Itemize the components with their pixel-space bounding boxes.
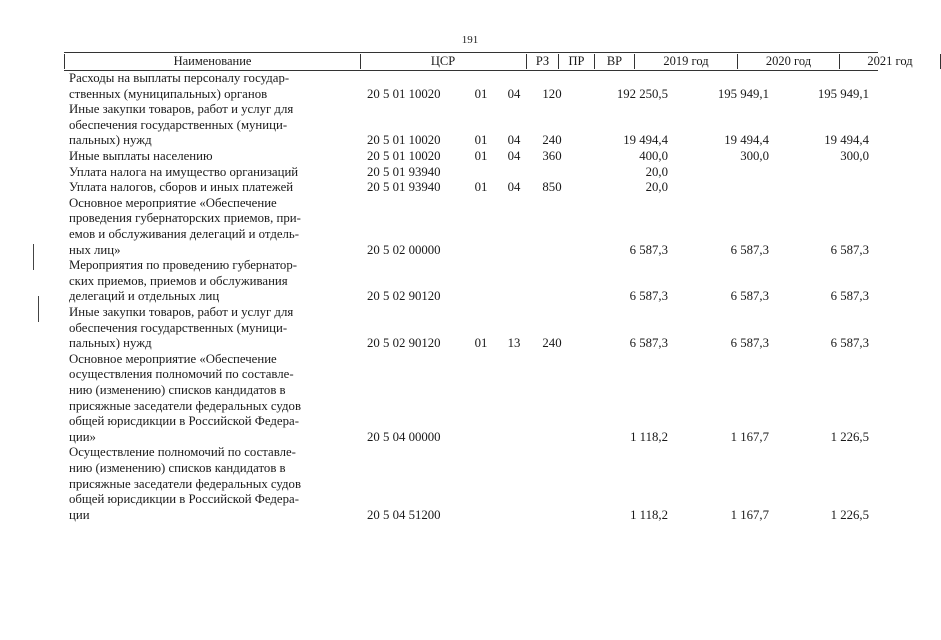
- row-value-2021: 6 587,3: [830, 242, 869, 257]
- row-csr: 20 5 04 51200: [367, 507, 441, 522]
- row-value-2019: 19 494,4: [623, 133, 668, 148]
- table-row: [0, 71, 905, 102]
- row-name-line: нию (изменению) списков кандидатов в: [69, 460, 286, 475]
- row-name-line: ственных (муниципальных) органов: [69, 86, 268, 101]
- row-name-line: ции»: [69, 429, 96, 444]
- row-value-2019: 400,0: [639, 148, 668, 163]
- row-value-2020: 6 587,3: [730, 242, 769, 257]
- row-pr: 04: [507, 86, 521, 101]
- row-name-line: Расходы на выплаты персоналу государ-: [69, 71, 290, 85]
- header-rz: РЗ: [527, 54, 559, 69]
- row-name-line: ции: [69, 507, 90, 522]
- row-vr: 120: [542, 86, 562, 101]
- row-value-2019: 1 118,2: [630, 507, 668, 522]
- row-value-2019: 6 587,3: [629, 242, 668, 257]
- row-name-line: нию (изменению) списков кандидатов в: [69, 382, 286, 397]
- row-value-2020: 195 949,1: [717, 86, 769, 101]
- row-csr: 20 5 01 10020: [367, 133, 441, 148]
- row-name-line: Иные закупки товаров, работ и услуг для: [69, 304, 294, 319]
- row-pr: 04: [507, 180, 521, 195]
- row-name-line: пальных) нужд: [69, 336, 152, 351]
- row-value-2020: 19 494,4: [724, 133, 769, 148]
- header-2020: 2020 год: [738, 54, 840, 69]
- row-name: [69, 352, 359, 446]
- row-value-2021: 6 587,3: [830, 336, 869, 351]
- row-name-line: Основное мероприятие «Обеспечение: [69, 195, 277, 210]
- row-value-2021: 1 226,5: [830, 507, 869, 522]
- row-value-2020: 300,0: [740, 148, 769, 163]
- row-name-line: ских приемов, приемов и обслуживания: [69, 273, 288, 288]
- header-2021: 2021 год: [840, 54, 941, 69]
- row-csr: 20 5 01 10020: [367, 86, 441, 101]
- table-row: [0, 180, 905, 196]
- row-value-2021: 195 949,1: [817, 86, 869, 101]
- row-value-2019: 20,0: [645, 164, 668, 179]
- row-name-line: Иные закупки товаров, работ и услуг для: [69, 102, 294, 117]
- row-vr: 240: [542, 133, 562, 148]
- row-csr: 20 5 02 00000: [367, 242, 441, 257]
- table-row: [0, 445, 905, 523]
- table-body: [0, 71, 905, 523]
- row-vr: 850: [542, 180, 562, 195]
- row-vr: 360: [542, 148, 562, 163]
- row-name: [69, 71, 359, 102]
- row-vr: 240: [542, 336, 562, 351]
- table-row: [0, 165, 905, 181]
- row-name-line: присяжные заседатели федеральных судов: [69, 476, 301, 491]
- table-row: [0, 352, 905, 446]
- row-name-line: Основное мероприятие «Обеспечение: [69, 351, 277, 366]
- row-name: [69, 305, 359, 352]
- row-csr: 20 5 04 00000: [367, 429, 441, 444]
- row-value-2019: 20,0: [645, 180, 668, 195]
- row-name: [69, 165, 359, 181]
- table-header: [64, 52, 913, 71]
- row-value-2019: 192 250,5: [616, 86, 668, 101]
- row-rz: 01: [474, 86, 488, 101]
- row-csr: 20 5 02 90120: [367, 336, 441, 351]
- header-pr: ПР: [559, 54, 595, 69]
- row-name-line: Уплата налогов, сборов и иных платежей: [69, 180, 294, 195]
- row-value-2019: 6 587,3: [629, 336, 668, 351]
- header-name: Наименование: [64, 54, 361, 69]
- row-csr: 20 5 02 90120: [367, 289, 441, 304]
- row-name-line: Мероприятия по проведению губернатор-: [69, 258, 297, 273]
- row-name-line: Уплата налога на имущество организаций: [69, 164, 299, 179]
- row-name-line: емов и обслуживания делегаций и отдель-: [69, 226, 300, 241]
- header-csr: ЦСР: [360, 54, 527, 69]
- row-name-line: осуществления полномочий по составле-: [69, 367, 294, 382]
- row-name-line: делегаций и отдельных лиц: [69, 289, 220, 304]
- row-rz: 01: [474, 133, 488, 148]
- row-name-line: общей юрисдикции в Российской Федера-: [69, 492, 299, 507]
- row-csr: 20 5 01 93940: [367, 180, 441, 195]
- row-name-line: Иные выплаты населению: [69, 148, 213, 163]
- row-name-line: Осуществление полномочий по составле-: [69, 445, 296, 460]
- row-value-2021: 300,0: [840, 148, 869, 163]
- page-number: 191: [461, 34, 479, 46]
- row-pr: 13: [507, 336, 521, 351]
- row-value-2020: 6 587,3: [730, 336, 769, 351]
- table-row: [0, 149, 905, 165]
- row-name: [69, 102, 359, 149]
- table-row: [0, 258, 905, 305]
- header-2019: 2019 год: [635, 54, 738, 69]
- row-name-line: общей юрисдикции в Российской Федера-: [69, 414, 299, 429]
- row-name-line: пальных) нужд: [69, 133, 152, 148]
- row-name: [69, 445, 359, 523]
- table-row: [0, 102, 905, 149]
- row-value-2021: 1 226,5: [830, 429, 869, 444]
- row-value-2020: 1 167,7: [730, 507, 769, 522]
- row-csr: 20 5 01 93940: [367, 164, 441, 179]
- row-name: [69, 196, 359, 258]
- row-value-2021: 19 494,4: [824, 133, 869, 148]
- table-row: [0, 305, 905, 352]
- row-value-2021: 6 587,3: [830, 289, 869, 304]
- row-name-line: ных лиц»: [69, 242, 121, 257]
- row-rz: 01: [474, 336, 488, 351]
- row-name-line: обеспечения государственных (муници-: [69, 320, 288, 335]
- row-pr: 04: [507, 133, 521, 148]
- row-name: [69, 180, 359, 196]
- row-csr: 20 5 01 10020: [367, 148, 441, 163]
- row-value-2020: 1 167,7: [730, 429, 769, 444]
- row-rz: 01: [474, 180, 488, 195]
- table-row: [0, 196, 905, 258]
- row-name-line: обеспечения государственных (муници-: [69, 117, 288, 132]
- row-name-line: проведения губернаторских приемов, при-: [69, 211, 301, 226]
- row-rz: 01: [474, 148, 488, 163]
- row-value-2020: 6 587,3: [730, 289, 769, 304]
- row-name-line: присяжные заседатели федеральных судов: [69, 398, 301, 413]
- row-value-2019: 6 587,3: [629, 289, 668, 304]
- row-name: [69, 149, 359, 165]
- row-pr: 04: [507, 148, 521, 163]
- header-vr: ВР: [595, 54, 635, 69]
- row-name: [69, 258, 359, 305]
- row-value-2019: 1 118,2: [630, 429, 668, 444]
